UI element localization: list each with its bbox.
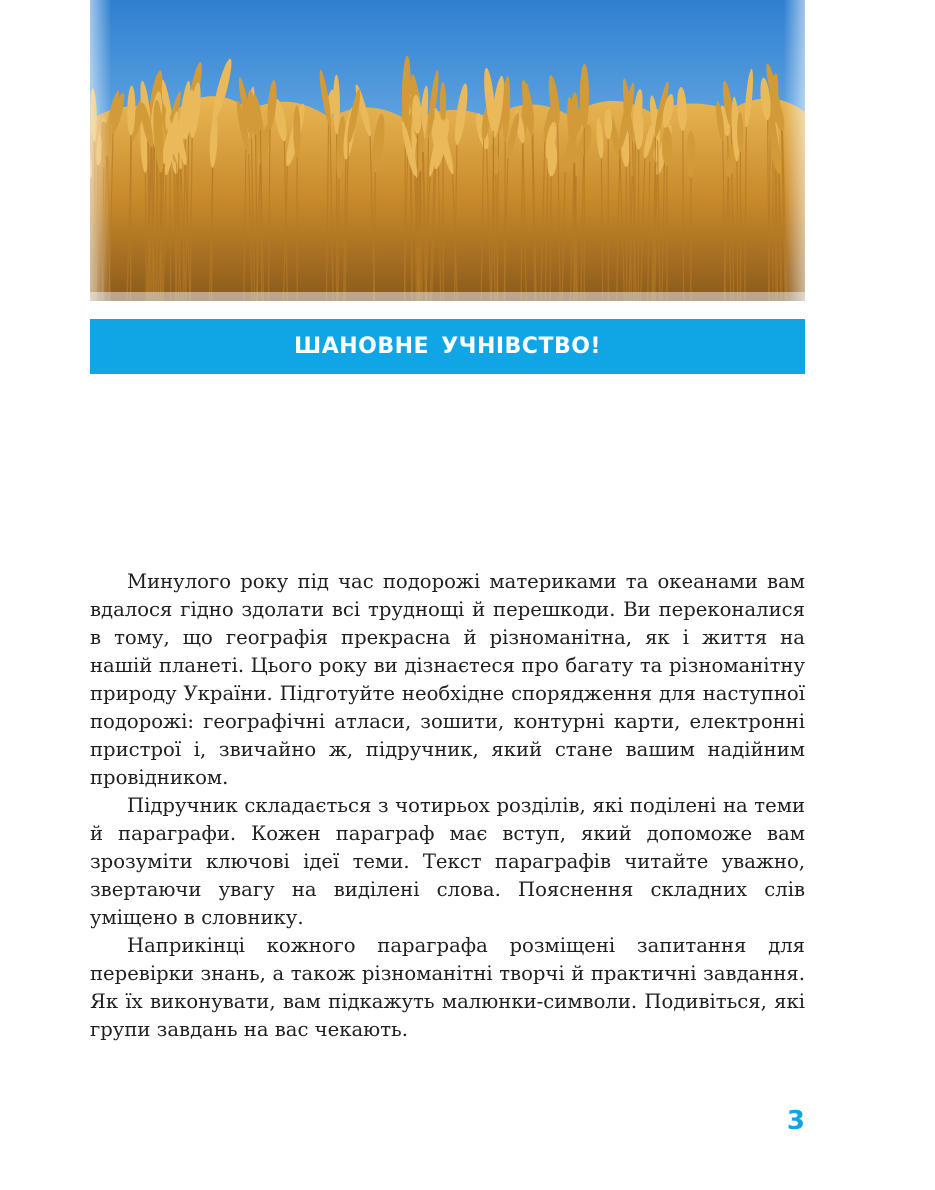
wheat-field-image xyxy=(90,0,805,301)
paragraph-3: Наприкінці кожного параграфа розміщені запитання для перевірки знань, а також різноманітні творчі й практичні завдання. Як їх виконувати, вам підкажуть малюнки-символи. Подивіться, які групи завдань на вас чекають. xyxy=(90,934,805,1041)
wheat-field-banner xyxy=(90,0,805,301)
page-title: ШАНОВНЕ УЧНІВСТВО! xyxy=(294,334,601,359)
page-number: 3 xyxy=(786,1106,805,1136)
paragraph-1: Минулого року під час подорожі материками та океанами вам вдалося гідно здолати всі труднощі й перешкоди. Ви переконалися в тому, що географія прекрасна й різноманітна, як і життя на нашій планеті. Цього року ви дізнаєтеся про багату та різноманітну природу України. Підготуйте необхідне спорядження для наступної подорожі: географічні атласи, зошити, контурні карти, електронні пристрої і, звичайно ж, підручник, який стане вашим надійним провідником. xyxy=(90,570,805,789)
paragraph-2: Підручник складається з чотирьох розділів, які поділені на теми й параграфи. Кожен параграф має вступ, який допоможе вам зрозуміти ключові ідеї теми. Текст параграфів читайте уважно, звертаючи увагу на виділені слова. Пояснення складних слів уміщено в словнику. xyxy=(90,794,805,929)
title-bar xyxy=(90,319,805,374)
intro-text xyxy=(90,568,805,1044)
